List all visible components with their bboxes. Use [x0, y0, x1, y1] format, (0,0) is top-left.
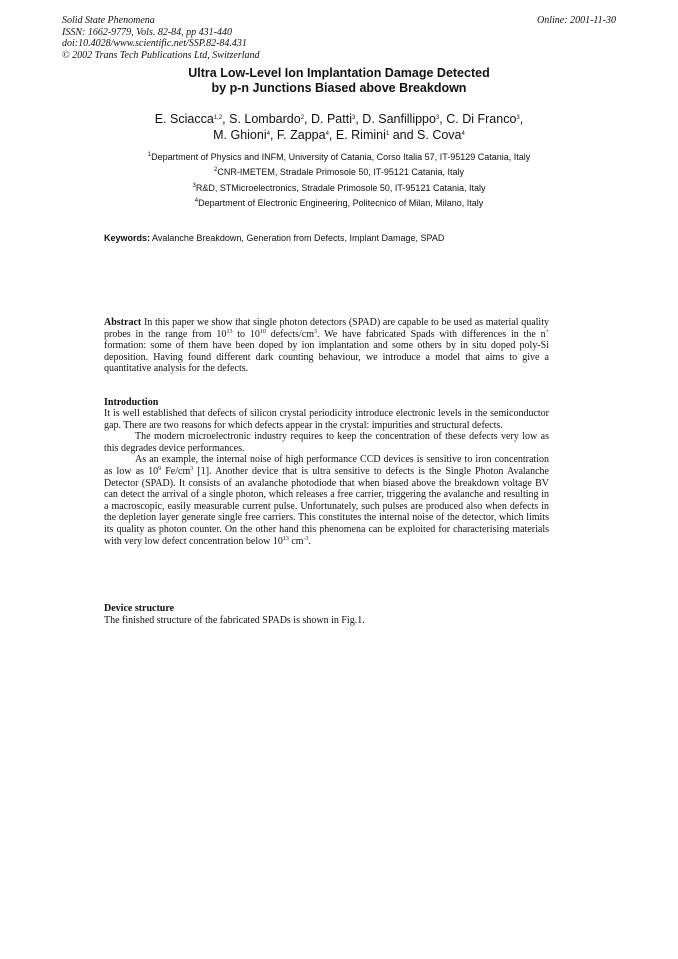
affiliation-text: CNR-IMETEM, Stradale Primosole 50, IT-95121 Catania, Italy — [217, 167, 464, 178]
author-sup: 4 — [461, 131, 465, 137]
copyright-line: © 2002 Trans Tech Publications Ltd, Switzerland — [62, 49, 260, 61]
abstract-text: formation: some of them have been doped by ion implantation and some others by in situ doped poly-Si deposition. Having found different dark counting behaviour, we introduce a model that aims to give a quantitative analysis for the defects. — [104, 340, 549, 375]
intro-paragraph-2: The modern microelectronic industry requires to keep the concentration of these defects very low as this degrades device performances. — [104, 431, 549, 454]
author: E. Sciacca — [154, 112, 214, 126]
exponent: -3 — [303, 535, 309, 542]
affiliation-num: 2 — [214, 167, 218, 174]
author: S. Lombardo — [229, 112, 301, 126]
affiliation-1 — [62, 150, 616, 165]
author-list — [62, 111, 616, 143]
journal-header — [62, 15, 260, 61]
exponent: 3 — [314, 328, 318, 335]
author-sup: 4 — [266, 131, 270, 137]
author-line-1: E. Sciacca$^{1,2}$, S. Lombardo$^2$, D. Patti$^3$, D. Sanfillippo$^3$, C. Di Franco$^3$, — [154, 112, 524, 126]
exponent: 10 — [259, 328, 266, 335]
online-date: Online: 2001-11-30 — [537, 15, 616, 26]
affiliation-num: 4 — [194, 197, 199, 204]
author: F. Zappa — [276, 128, 326, 142]
introduction-body — [104, 408, 549, 547]
title-line-2: by p-n Junctions Biased above Breakdown — [211, 81, 467, 95]
keywords — [104, 233, 574, 243]
intro-text: [1]. Another device that is ultra sensitive to defects is the Single Photon Avalanche Detector (SPAD). It consists of an avalanche photodiode that when biased above the breakdown voltage BV can detect the arrival of a single photon, which releases a free carrier, triggering the avalanche and resulting in a macroscopic, easily measurable current pulse. Unfortunately, such pulses are produced also when defects in the depletion layer generate single free carriers. This constitutes the internal noise of the detector, which limits its quality as photon counter. On the other hand this phenomena can be exploited for characterising materials with very low defect concentration below 10 — [104, 465, 549, 547]
author-line-2: M. Ghioni$^4$, F. Zappa$^4$, E. Rimini$^1$ and S. Cova$^4$ — [213, 128, 465, 142]
author-sup: 1,2 — [213, 115, 223, 121]
introduction-heading: Introduction — [104, 397, 159, 408]
author: S. Cova — [417, 128, 462, 142]
author-sup: 3 — [352, 115, 356, 121]
device-structure-body: The finished structure of the fabricated SPADs is shown in Fig.1. — [104, 615, 365, 626]
affiliation-3 — [62, 181, 616, 196]
author-sup: 3 — [516, 115, 520, 121]
affiliation-2 — [62, 165, 616, 180]
title-line-1: Ultra Low-Level Ion Implantation Damage Detected — [188, 66, 490, 80]
author-and: and — [392, 128, 414, 142]
affiliation-text: R&D, STMicroelectronics, Stradale Primosole 50, IT-95121 Catania, Italy — [195, 182, 486, 193]
abstract-text: . We have fabricated Spads with differences in the n — [317, 328, 546, 340]
abstract-text: In this paper we show that single photon detectors (SPAD) are capable to be used as material quality probes in the range from 10 — [104, 317, 549, 340]
abstract — [104, 317, 549, 375]
author: D. Sanfillippo — [362, 112, 436, 126]
intro-paragraph-1: It is well established that defects of silicon crystal periodicity introduce electronic levels in the semiconductor gap. There are two reasons for which defects appear in the crystal: impurities and structural defects. — [104, 408, 549, 431]
device-structure-heading: Device structure — [104, 603, 175, 614]
abstract-text: to 10 — [232, 328, 260, 340]
exponent: 13 — [282, 535, 289, 542]
affiliation-4 — [62, 196, 616, 211]
author: D. Patti — [311, 112, 352, 126]
abstract-label: Abstract — [104, 317, 142, 328]
exponent: + — [545, 328, 549, 335]
intro-text: cm — [288, 535, 304, 547]
exponent: 3 — [190, 465, 194, 472]
author-sup: 3 — [435, 115, 440, 121]
author-sup: 1 — [385, 131, 390, 137]
intro-text: . — [308, 535, 312, 547]
affiliation-text: Department of Electronic Engineering, Politecnico of Milan, Milano, Italy — [198, 197, 484, 208]
intro-text: As an example, the internal noise of high performance CCD devices is sensitive to iron concentration as low as 10 — [104, 454, 549, 477]
exponent: 9 — [158, 465, 162, 472]
author: M. Ghioni — [213, 128, 267, 142]
affiliation-num: 1 — [147, 152, 152, 158]
paper-title — [62, 66, 616, 96]
author: E. Rimini — [335, 128, 386, 142]
affiliation-num: 3 — [192, 182, 196, 189]
affiliations — [62, 150, 616, 211]
journal-name: Solid State Phenomena — [62, 15, 155, 26]
author-sup: 2 — [300, 115, 305, 121]
keywords-label: Keywords: — [104, 233, 151, 243]
intro-text: Fe/cm — [161, 465, 191, 477]
doi-line: doi:10.4028/www.scientific.net/SSP.82-84.431 — [62, 38, 247, 49]
intro-paragraph-3 — [104, 454, 549, 547]
keywords-text: Avalanche Breakdown, Generation from Defects, Implant Damage, SPAD — [152, 233, 445, 243]
affiliation-text: Department of Physics and INFM, University of Catania, Corso Italia 57, IT-95129 Catania, Italy — [151, 152, 531, 162]
issn-line: ISSN: 1662-9779, Vols. 82-84, pp 431-440 — [62, 26, 232, 38]
abstract-text: defects/cm — [265, 328, 315, 340]
author-sup: 4 — [325, 131, 329, 137]
exponent: 13 — [226, 328, 233, 335]
author: C. Di Franco — [446, 112, 517, 126]
